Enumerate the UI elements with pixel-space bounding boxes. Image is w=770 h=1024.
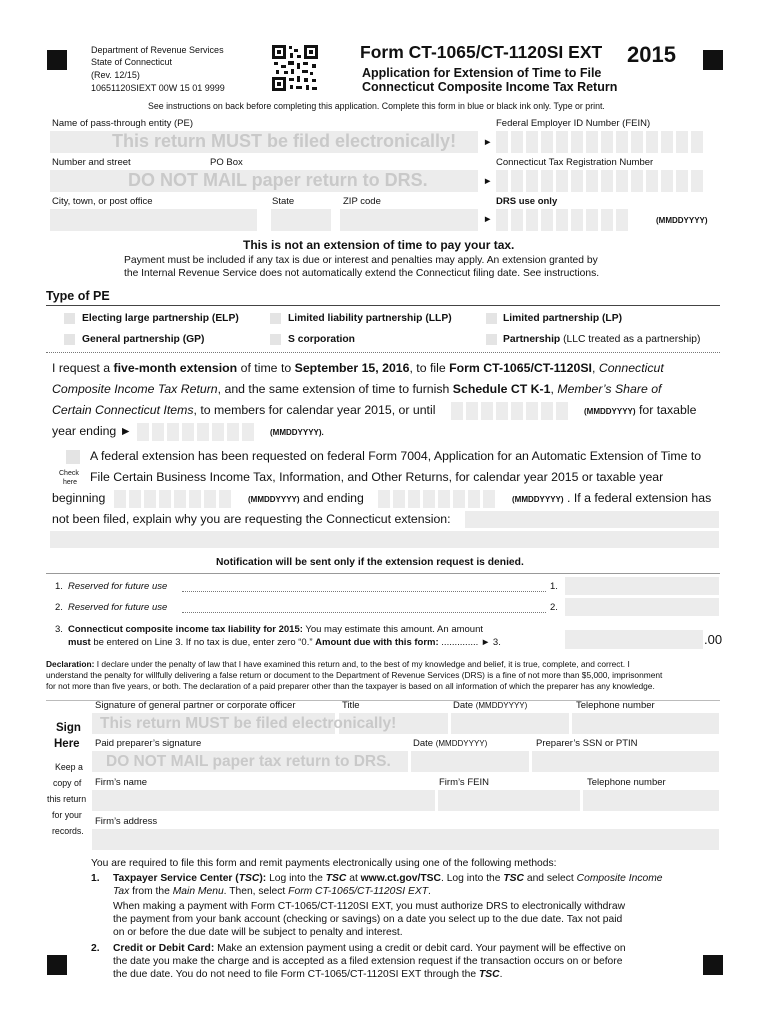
firm-address-label: Firm’s address xyxy=(95,816,158,827)
firm-fein-input[interactable] xyxy=(438,790,580,811)
line2-num: 2. xyxy=(55,602,63,613)
keep-line-3: this return xyxy=(47,794,87,804)
gp-label: General partnership (GP) xyxy=(82,334,205,345)
zip-input[interactable] xyxy=(340,209,478,231)
electronic-filing-watermark: This return MUST be filed electronically! xyxy=(112,131,457,151)
state-label: State xyxy=(272,196,295,207)
line1-num: 1. xyxy=(55,581,63,592)
methods-intro: You are required to file this form and remit payments electronically using one of the following methods: xyxy=(91,858,557,869)
until-date-input[interactable] xyxy=(451,402,568,420)
partnership-llc-label: Partnership (LLC treated as a partnership) xyxy=(503,334,701,345)
declaration-line-3: for not more than five years, or both. The declaration of a paid preparer other than the taxpayer is based on all information of which the preparer has any knowledge. xyxy=(46,681,655,691)
line3-text-2: must be entered on Line 3. If no tax is due, enter zero “0.” Amount due with this form: .............. ► 3. xyxy=(68,637,501,648)
type-pe-dotted-rule xyxy=(46,352,720,353)
line3-num: 3. xyxy=(55,624,63,635)
elp-checkbox[interactable] xyxy=(64,313,75,324)
arrow-icon: ► xyxy=(483,214,493,225)
preparer-date-label: Date (MMDDYYYY) xyxy=(413,738,488,749)
firm-address-input[interactable] xyxy=(92,829,719,850)
federal-extension-checkbox[interactable] xyxy=(66,450,80,464)
arrow-icon: ► xyxy=(483,137,493,148)
firm-name-input[interactable] xyxy=(92,790,435,811)
date-label: Date (MMDDYYYY) xyxy=(453,700,528,711)
name-label: Name of pass-through entity (PE) xyxy=(52,118,193,129)
s-corp-label: S corporation xyxy=(288,334,355,345)
check-here-1: Check xyxy=(59,470,79,477)
fein-input[interactable] xyxy=(496,131,703,153)
until-mmdd: (MMDDYYYY) xyxy=(584,407,636,416)
drs-use-label: DRS use only xyxy=(496,196,558,207)
request-line-3: Certain Connecticut Items, to members for calendar year 2015, or until xyxy=(52,403,436,417)
federal-end-date-input[interactable] xyxy=(378,490,495,508)
method2-line3: the due date. You do not need to file Form CT-1065/CT-1120SI EXT through the TSC. xyxy=(113,969,503,980)
registration-mark-top-left xyxy=(47,50,67,70)
explanation-input-1[interactable] xyxy=(465,511,719,528)
if-not-filed-text: . If a federal extension has xyxy=(567,491,712,505)
notification-text: Notification will be sent only if the extension request is denied. xyxy=(216,557,524,568)
preparer-date-input[interactable] xyxy=(411,751,529,772)
federal-line-1: A federal extension has been requested on federal Form 7004, Application for an Automatic Extension of Time to xyxy=(90,449,702,463)
ct-reg-label: Connecticut Tax Registration Number xyxy=(496,157,654,168)
officer-phone-input[interactable] xyxy=(572,713,719,734)
line1-leader xyxy=(182,591,546,592)
partnership-llc-checkbox[interactable] xyxy=(486,334,497,345)
declaration-line-2: understand the penalty for willfully delivering a false return or document to the Department of Revenue Services (DRS) is a fine of not more than $5,000, imprisonment xyxy=(46,670,663,680)
gp-checkbox[interactable] xyxy=(64,334,75,345)
method1-para-1: When making a payment with Form CT-1065/CT-1120SI EXT, you must authorize DRS to electronically withdraw xyxy=(113,901,626,912)
declaration-line-1: Declaration: I declare under the penalty of law that I have examined this return and, to the best of my knowledge and belief, it is true, complete, and correct. I xyxy=(46,659,630,669)
agency-line2: State of Connecticut xyxy=(91,57,173,67)
form-subtitle-2: Connecticut Composite Income Tax Return xyxy=(362,80,618,94)
federal-begin-date-input[interactable] xyxy=(114,490,231,508)
year-ending-text: year ending ► xyxy=(52,424,132,438)
and-ending-text: and ending xyxy=(303,491,364,505)
preparer-ssn-input[interactable] xyxy=(532,751,719,772)
revision: (Rev. 12/15) xyxy=(91,70,140,80)
method2-line2: the date you make the charge and is accepted as a filed extension request if the transaction occurs on or before xyxy=(113,956,623,967)
arrow-icon: ► xyxy=(483,176,493,187)
method2-num: 2. xyxy=(91,943,100,954)
type-of-pe-title: Type of PE xyxy=(46,289,110,303)
line3-text-1: Connecticut composite income tax liability for 2015: You may estimate this amount. An amount xyxy=(68,624,483,635)
zip-label: ZIP code xyxy=(343,196,381,207)
sign-label: Sign xyxy=(56,722,81,734)
line2-leader xyxy=(182,612,546,613)
lp-checkbox[interactable] xyxy=(486,313,497,324)
drs-date-input xyxy=(496,209,628,231)
form-subtitle-1: Application for Extension of Time to File xyxy=(362,66,602,80)
line2-text: Reserved for future use xyxy=(68,602,168,613)
registration-mark-top-right xyxy=(703,50,723,70)
line3-amount-input[interactable] xyxy=(565,630,703,649)
firm-phone-label: Telephone number xyxy=(587,777,666,788)
street-label: Number and street xyxy=(52,157,131,168)
instructions-note: See instructions on back before completing this application. Complete this form in blue or black ink only. Type or print. xyxy=(148,101,605,111)
city-input[interactable] xyxy=(50,209,257,231)
explanation-input-2[interactable] xyxy=(50,531,719,548)
s-corp-checkbox[interactable] xyxy=(270,334,281,345)
registration-mark-bottom-right xyxy=(703,955,723,975)
elp-label: Electing large partnership (ELP) xyxy=(82,313,239,324)
line1-amount-input xyxy=(565,577,719,595)
keep-line-4: for your xyxy=(52,810,82,820)
registration-mark-bottom-left xyxy=(47,955,67,975)
preparer-ssn-label: Preparer’s SSN or PTIN xyxy=(536,738,638,749)
firm-fein-label: Firm’s FEIN xyxy=(439,777,489,788)
form-title: Form CT-1065/CT-1120SI EXT xyxy=(360,42,603,62)
begin-mmdd: (MMDDYYYY) xyxy=(248,495,300,504)
do-not-mail-watermark: DO NOT MAIL paper return to DRS. xyxy=(128,170,428,190)
federal-line-2: File Certain Business Income Tax, Information, and Other Returns, for calendar year 2015 or taxable year xyxy=(90,470,664,484)
qr-code-icon xyxy=(272,45,318,91)
federal-line-4: not been filed, explain why you are requesting the Connecticut extension: xyxy=(52,512,451,526)
telephone-label: Telephone number xyxy=(576,700,655,711)
agency-line1: Department of Revenue Services xyxy=(91,45,224,55)
check-here-2: here xyxy=(63,479,78,486)
signature-label: Signature of general partner or corporate officer xyxy=(95,700,296,711)
preparer-signature-label: Paid preparer’s signature xyxy=(95,738,202,749)
end-mmdd: (MMDDYYYY) xyxy=(512,495,564,504)
method1-line2: Tax from the Main Menu. Then, select Form CT-1065/CT-1120SI EXT. xyxy=(113,886,431,897)
method1-num: 1. xyxy=(91,873,100,884)
state-input[interactable] xyxy=(271,209,331,231)
title-label: Title xyxy=(342,700,360,711)
cents-label: .00 xyxy=(704,632,723,647)
pobox-label: PO Box xyxy=(210,157,243,168)
request-line-1: I request a five-month extension of time to September 15, 2016, to file Form CT-1065/CT-1120SI, Connecticut xyxy=(52,361,664,375)
keep-line-2: copy of xyxy=(53,778,82,788)
method2-line1: Credit or Debit Card: Make an extension payment using a credit or debit card. Your payment will be effective on xyxy=(113,943,626,954)
lines-top-rule xyxy=(46,573,720,574)
llp-checkbox[interactable] xyxy=(270,313,281,324)
drs-mmdd: (MMDDYYYY) xyxy=(656,216,708,225)
line2-amount-input xyxy=(565,598,719,616)
method1-para-3: on or before the due date will be subject to penalty and interest. xyxy=(113,927,403,938)
request-line-2: Composite Income Tax Return, and the same extension of time to furnish Schedule CT K-1, Member’s Share of xyxy=(52,382,662,396)
for-taxable-text: for taxable xyxy=(639,403,697,417)
notice-title: This is not an extension of time to pay your tax. xyxy=(243,238,515,252)
officer-date-input[interactable] xyxy=(451,713,569,734)
fein-label: Federal Employer ID Number (FEIN) xyxy=(496,118,651,129)
notice-line1: Payment must be included if any tax is due or interest and penalties may apply. An extension granted by xyxy=(124,255,598,266)
line2-end: 2. xyxy=(550,602,558,613)
year-ending-input[interactable] xyxy=(137,423,254,441)
do-not-mail-watermark-2: DO NOT MAIL paper tax return to DRS. xyxy=(106,753,391,770)
ct-reg-input[interactable] xyxy=(496,170,703,192)
lp-label: Limited partnership (LP) xyxy=(503,313,622,324)
electronic-filing-watermark-2: This return MUST be filed electronically! xyxy=(100,715,397,732)
form-year: 2015 xyxy=(627,42,676,67)
firm-name-label: Firm’s name xyxy=(95,777,148,788)
city-label: City, town, or post office xyxy=(52,196,153,207)
notice-line2: the Internal Revenue Service does not automatically extend the Connecticut filing date. See instructions. xyxy=(124,268,600,279)
form-code: 10651120SIEXT 00W 15 01 9999 xyxy=(91,83,225,93)
llp-label: Limited liability partnership (LLP) xyxy=(288,313,452,324)
line1-end: 1. xyxy=(550,581,558,592)
keep-line-5: records. xyxy=(52,826,84,836)
firm-phone-input[interactable] xyxy=(583,790,719,811)
beginning-text: beginning xyxy=(52,491,106,505)
year-ending-mmdd: (MMDDYYYY). xyxy=(270,428,324,437)
here-label: Here xyxy=(54,738,80,750)
method1-para-2: the payment from your bank account (checking or savings) on a date you select up to the due date. Tax not paid xyxy=(113,914,623,925)
type-pe-rule xyxy=(46,305,720,306)
line1-text: Reserved for future use xyxy=(68,581,168,592)
method1-line1: Taxpayer Service Center (TSC): Log into the TSC at www.ct.gov/TSC. Log into the TSC and select Composite Income xyxy=(113,873,663,884)
keep-line-1: Keep a xyxy=(55,762,83,772)
